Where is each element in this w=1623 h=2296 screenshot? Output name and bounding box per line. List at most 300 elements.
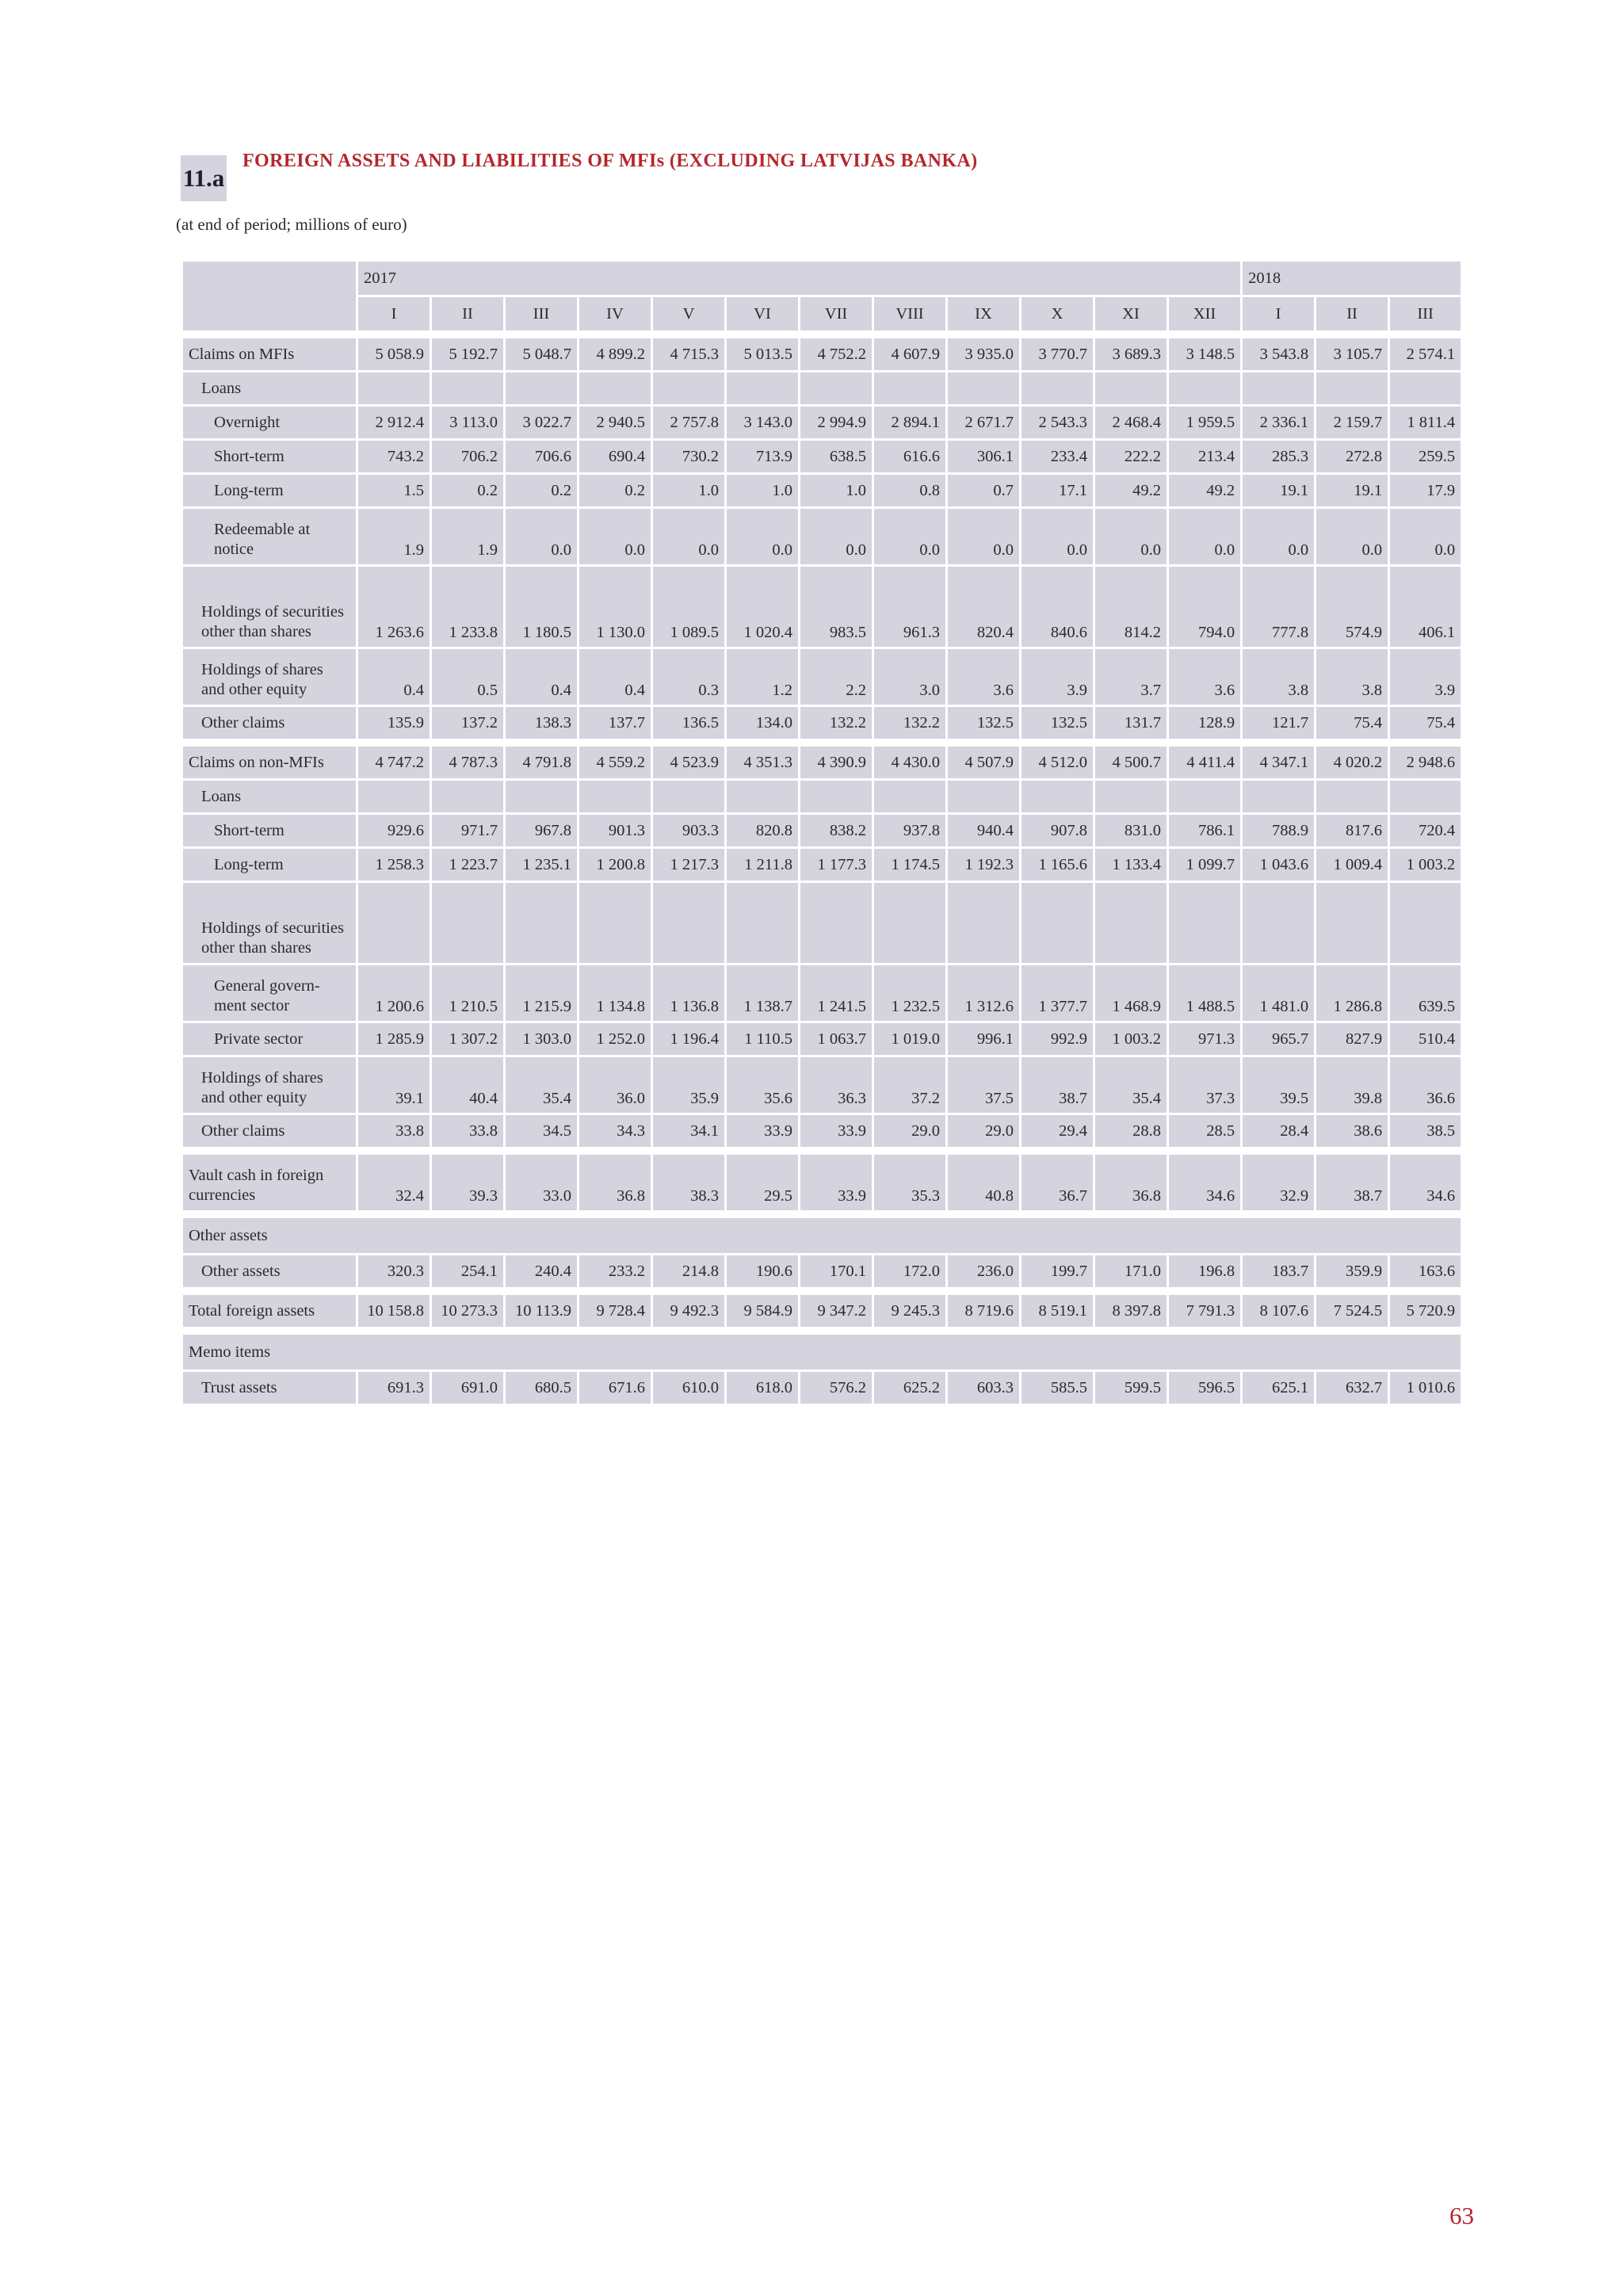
value-cell: 1 211.8 bbox=[726, 848, 800, 882]
row-label: Redeemable at notice bbox=[182, 508, 357, 566]
value-cell: 788.9 bbox=[1242, 814, 1316, 848]
table-row bbox=[182, 706, 1462, 740]
value-cell: 720.4 bbox=[1389, 814, 1462, 848]
value-cell: 33.8 bbox=[431, 1114, 505, 1148]
value-cell: 1 130.0 bbox=[579, 566, 652, 648]
value-cell: 1 217.3 bbox=[652, 848, 726, 882]
value-cell: 7 791.3 bbox=[1168, 1294, 1242, 1328]
value-cell: 0.0 bbox=[1094, 508, 1168, 566]
value-cell: 39.1 bbox=[357, 1056, 431, 1114]
value-cell: 2.2 bbox=[800, 648, 873, 706]
value-cell bbox=[947, 372, 1021, 406]
value-cell bbox=[873, 780, 947, 814]
month-header: XII bbox=[1168, 296, 1242, 332]
value-cell: 3.9 bbox=[1389, 648, 1462, 706]
value-cell: 4 752.2 bbox=[800, 338, 873, 372]
row-label: Overnight bbox=[182, 406, 357, 440]
value-cell: 8 107.6 bbox=[1242, 1294, 1316, 1328]
value-cell: 37.5 bbox=[947, 1056, 1021, 1114]
value-cell: 4 411.4 bbox=[1168, 746, 1242, 780]
value-cell: 1 307.2 bbox=[431, 1022, 505, 1056]
table-row bbox=[182, 372, 1462, 406]
value-cell: 3 148.5 bbox=[1168, 338, 1242, 372]
value-cell: 3.6 bbox=[1168, 648, 1242, 706]
value-cell: 574.9 bbox=[1316, 566, 1389, 648]
value-cell: 34.3 bbox=[579, 1114, 652, 1148]
value-cell bbox=[1094, 882, 1168, 965]
value-cell: 33.9 bbox=[800, 1114, 873, 1148]
value-cell: 34.6 bbox=[1389, 1154, 1462, 1212]
value-cell: 128.9 bbox=[1168, 706, 1242, 740]
value-cell: 5 058.9 bbox=[357, 338, 431, 372]
month-header: III bbox=[1389, 296, 1462, 332]
value-cell: 1 003.2 bbox=[1389, 848, 1462, 882]
value-cell: 1 312.6 bbox=[947, 965, 1021, 1022]
month-header: IV bbox=[579, 296, 652, 332]
month-header: I bbox=[1242, 296, 1316, 332]
table-row bbox=[182, 1294, 1462, 1328]
value-cell: 1 063.7 bbox=[800, 1022, 873, 1056]
header-stub bbox=[182, 261, 357, 332]
value-cell: 603.3 bbox=[947, 1371, 1021, 1405]
value-cell: 983.5 bbox=[800, 566, 873, 648]
value-cell: 35.4 bbox=[505, 1056, 579, 1114]
value-cell: 29.5 bbox=[726, 1154, 800, 1212]
value-cell: 1 286.8 bbox=[1316, 965, 1389, 1022]
value-cell: 4 020.2 bbox=[1316, 746, 1389, 780]
value-cell bbox=[726, 780, 800, 814]
value-cell: 8 519.1 bbox=[1021, 1294, 1094, 1328]
value-cell bbox=[726, 882, 800, 965]
value-cell: 585.5 bbox=[1021, 1371, 1094, 1405]
value-cell bbox=[1021, 372, 1094, 406]
row-label: Claims on non-MFIs bbox=[182, 746, 357, 780]
value-cell: 4 899.2 bbox=[579, 338, 652, 372]
value-cell: 254.1 bbox=[431, 1255, 505, 1289]
value-cell: 28.8 bbox=[1094, 1114, 1168, 1148]
value-cell: 2 948.6 bbox=[1389, 746, 1462, 780]
value-cell: 320.3 bbox=[357, 1255, 431, 1289]
value-cell: 1 232.5 bbox=[873, 965, 947, 1022]
value-cell: 3.8 bbox=[1316, 648, 1389, 706]
value-cell: 1 200.8 bbox=[579, 848, 652, 882]
row-label: Short-term bbox=[182, 440, 357, 474]
value-cell bbox=[1389, 780, 1462, 814]
value-cell: 28.5 bbox=[1168, 1114, 1242, 1148]
section-number: 11.a bbox=[181, 155, 227, 201]
month-header: II bbox=[1316, 296, 1389, 332]
value-cell: 406.1 bbox=[1389, 566, 1462, 648]
value-cell: 1 488.5 bbox=[1168, 965, 1242, 1022]
value-cell: 0.8 bbox=[873, 474, 947, 508]
page-number: 63 bbox=[1449, 2202, 1474, 2229]
value-cell bbox=[652, 882, 726, 965]
value-cell: 37.2 bbox=[873, 1056, 947, 1114]
value-cell bbox=[431, 882, 505, 965]
value-cell: 190.6 bbox=[726, 1255, 800, 1289]
value-cell: 0.0 bbox=[1021, 508, 1094, 566]
row-label: Other claims bbox=[182, 706, 357, 740]
row-label: General govern- ment sector bbox=[182, 965, 357, 1022]
value-cell: 171.0 bbox=[1094, 1255, 1168, 1289]
spacer-cell bbox=[182, 332, 1462, 338]
value-cell: 1 134.8 bbox=[579, 965, 652, 1022]
table-row bbox=[182, 508, 1462, 566]
month-header: VII bbox=[800, 296, 873, 332]
value-cell: 196.8 bbox=[1168, 1255, 1242, 1289]
value-cell: 1 377.7 bbox=[1021, 965, 1094, 1022]
value-cell: 132.2 bbox=[800, 706, 873, 740]
value-cell: 1 180.5 bbox=[505, 566, 579, 648]
table-row bbox=[182, 1334, 1462, 1371]
row-label: Holdings of securities other than shares bbox=[182, 566, 357, 648]
month-header: V bbox=[652, 296, 726, 332]
value-cell: 4 607.9 bbox=[873, 338, 947, 372]
value-cell: 4 390.9 bbox=[800, 746, 873, 780]
value-cell: 5 013.5 bbox=[726, 338, 800, 372]
value-cell: 272.8 bbox=[1316, 440, 1389, 474]
value-cell bbox=[579, 372, 652, 406]
header-row-months bbox=[182, 296, 1462, 332]
value-cell: 1 020.4 bbox=[726, 566, 800, 648]
value-cell: 3 689.3 bbox=[1094, 338, 1168, 372]
value-cell: 903.3 bbox=[652, 814, 726, 848]
value-cell: 814.2 bbox=[1094, 566, 1168, 648]
value-cell: 38.7 bbox=[1316, 1154, 1389, 1212]
value-cell: 1 468.9 bbox=[1094, 965, 1168, 1022]
month-header: I bbox=[357, 296, 431, 332]
value-cell: 213.4 bbox=[1168, 440, 1242, 474]
value-cell: 2 671.7 bbox=[947, 406, 1021, 440]
value-cell: 19.1 bbox=[1316, 474, 1389, 508]
value-cell: 1 303.0 bbox=[505, 1022, 579, 1056]
value-cell: 29.0 bbox=[873, 1114, 947, 1148]
value-cell: 138.3 bbox=[505, 706, 579, 740]
value-cell: 199.7 bbox=[1021, 1255, 1094, 1289]
value-cell: 163.6 bbox=[1389, 1255, 1462, 1289]
row-spacer bbox=[182, 1212, 1462, 1217]
value-cell: 671.6 bbox=[579, 1371, 652, 1405]
value-cell: 1 133.4 bbox=[1094, 848, 1168, 882]
value-cell bbox=[1389, 882, 1462, 965]
value-cell: 0.0 bbox=[505, 508, 579, 566]
value-cell: 1 200.6 bbox=[357, 965, 431, 1022]
row-label: Holdings of shares and other equity bbox=[182, 648, 357, 706]
value-cell: 2 159.7 bbox=[1316, 406, 1389, 440]
value-cell: 632.7 bbox=[1316, 1371, 1389, 1405]
value-cell: 831.0 bbox=[1094, 814, 1168, 848]
value-cell: 10 158.8 bbox=[357, 1294, 431, 1328]
row-label: Other claims bbox=[182, 1114, 357, 1148]
value-cell: 0.0 bbox=[726, 508, 800, 566]
value-cell bbox=[1021, 882, 1094, 965]
row-spacer bbox=[182, 332, 1462, 338]
month-header: VI bbox=[726, 296, 800, 332]
table-row bbox=[182, 965, 1462, 1022]
value-cell: 3 543.8 bbox=[1242, 338, 1316, 372]
table-row bbox=[182, 440, 1462, 474]
value-cell: 1 481.0 bbox=[1242, 965, 1316, 1022]
value-cell: 3.8 bbox=[1242, 648, 1316, 706]
value-cell: 2 574.1 bbox=[1389, 338, 1462, 372]
row-spacer bbox=[182, 1328, 1462, 1334]
spacer-cell bbox=[182, 740, 1462, 746]
value-cell: 36.0 bbox=[579, 1056, 652, 1114]
table-row bbox=[182, 1056, 1462, 1114]
value-cell: 820.8 bbox=[726, 814, 800, 848]
value-cell: 965.7 bbox=[1242, 1022, 1316, 1056]
value-cell: 2 757.8 bbox=[652, 406, 726, 440]
value-cell: 0.2 bbox=[505, 474, 579, 508]
table-row bbox=[182, 1371, 1462, 1405]
value-cell: 306.1 bbox=[947, 440, 1021, 474]
value-cell: 929.6 bbox=[357, 814, 431, 848]
value-cell: 29.0 bbox=[947, 1114, 1021, 1148]
value-cell: 0.0 bbox=[1316, 508, 1389, 566]
value-cell: 1 223.7 bbox=[431, 848, 505, 882]
value-cell: 690.4 bbox=[579, 440, 652, 474]
value-cell: 1 174.5 bbox=[873, 848, 947, 882]
month-header: IX bbox=[947, 296, 1021, 332]
value-cell: 38.5 bbox=[1389, 1114, 1462, 1148]
row-label: Vault cash in foreign currencies bbox=[182, 1154, 357, 1212]
value-cell: 36.6 bbox=[1389, 1056, 1462, 1114]
value-cell: 17.9 bbox=[1389, 474, 1462, 508]
value-cell: 1.9 bbox=[431, 508, 505, 566]
value-cell bbox=[873, 882, 947, 965]
value-cell: 2 994.9 bbox=[800, 406, 873, 440]
value-cell: 1 043.6 bbox=[1242, 848, 1316, 882]
value-cell: 1 811.4 bbox=[1389, 406, 1462, 440]
value-cell: 2 468.4 bbox=[1094, 406, 1168, 440]
value-cell: 172.0 bbox=[873, 1255, 947, 1289]
value-cell bbox=[726, 372, 800, 406]
value-cell: 838.2 bbox=[800, 814, 873, 848]
value-cell bbox=[1389, 372, 1462, 406]
value-cell bbox=[505, 372, 579, 406]
value-cell: 1 235.1 bbox=[505, 848, 579, 882]
value-cell: 39.8 bbox=[1316, 1056, 1389, 1114]
value-cell: 1 138.7 bbox=[726, 965, 800, 1022]
value-cell: 4 507.9 bbox=[947, 746, 1021, 780]
value-cell: 214.8 bbox=[652, 1255, 726, 1289]
value-cell: 1.5 bbox=[357, 474, 431, 508]
value-cell: 907.8 bbox=[1021, 814, 1094, 848]
value-cell: 183.7 bbox=[1242, 1255, 1316, 1289]
value-cell: 901.3 bbox=[579, 814, 652, 848]
value-cell: 35.9 bbox=[652, 1056, 726, 1114]
value-cell: 1 003.2 bbox=[1094, 1022, 1168, 1056]
value-cell: 1.0 bbox=[726, 474, 800, 508]
value-cell: 596.5 bbox=[1168, 1371, 1242, 1405]
row-label: Other assets bbox=[182, 1217, 1462, 1255]
month-header: II bbox=[431, 296, 505, 332]
value-cell: 730.2 bbox=[652, 440, 726, 474]
row-label: Claims on MFIs bbox=[182, 338, 357, 372]
table-row bbox=[182, 1217, 1462, 1255]
table-row bbox=[182, 1114, 1462, 1148]
table-row bbox=[182, 882, 1462, 965]
value-cell: 971.3 bbox=[1168, 1022, 1242, 1056]
value-cell: 1 089.5 bbox=[652, 566, 726, 648]
value-cell: 5 048.7 bbox=[505, 338, 579, 372]
value-cell: 49.2 bbox=[1094, 474, 1168, 508]
value-cell: 1 285.9 bbox=[357, 1022, 431, 1056]
month-header: XI bbox=[1094, 296, 1168, 332]
value-cell: 9 728.4 bbox=[579, 1294, 652, 1328]
value-cell: 0.0 bbox=[1389, 508, 1462, 566]
value-cell: 135.9 bbox=[357, 706, 431, 740]
value-cell: 1 165.6 bbox=[1021, 848, 1094, 882]
value-cell: 38.7 bbox=[1021, 1056, 1094, 1114]
value-cell: 236.0 bbox=[947, 1255, 1021, 1289]
value-cell: 4 787.3 bbox=[431, 746, 505, 780]
value-cell bbox=[800, 372, 873, 406]
row-label: Long-term bbox=[182, 848, 357, 882]
value-cell: 233.2 bbox=[579, 1255, 652, 1289]
value-cell: 2 543.3 bbox=[1021, 406, 1094, 440]
row-label: Private sector bbox=[182, 1022, 357, 1056]
value-cell bbox=[1168, 882, 1242, 965]
value-cell: 1 099.7 bbox=[1168, 848, 1242, 882]
value-cell: 10 113.9 bbox=[505, 1294, 579, 1328]
value-cell bbox=[357, 372, 431, 406]
value-cell: 4 523.9 bbox=[652, 746, 726, 780]
value-cell: 2 940.5 bbox=[579, 406, 652, 440]
value-cell: 638.5 bbox=[800, 440, 873, 474]
value-cell: 827.9 bbox=[1316, 1022, 1389, 1056]
value-cell: 134.0 bbox=[726, 706, 800, 740]
value-cell: 1.2 bbox=[726, 648, 800, 706]
value-cell: 0.0 bbox=[1242, 508, 1316, 566]
value-cell: 940.4 bbox=[947, 814, 1021, 848]
value-cell bbox=[947, 780, 1021, 814]
value-cell bbox=[431, 372, 505, 406]
value-cell: 3 770.7 bbox=[1021, 338, 1094, 372]
value-cell: 5 192.7 bbox=[431, 338, 505, 372]
value-cell: 32.9 bbox=[1242, 1154, 1316, 1212]
value-cell: 713.9 bbox=[726, 440, 800, 474]
value-cell: 40.8 bbox=[947, 1154, 1021, 1212]
value-cell: 786.1 bbox=[1168, 814, 1242, 848]
row-label: Memo items bbox=[182, 1334, 1462, 1371]
table-row bbox=[182, 566, 1462, 648]
value-cell: 75.4 bbox=[1389, 706, 1462, 740]
table-row bbox=[182, 1154, 1462, 1212]
value-cell: 4 351.3 bbox=[726, 746, 800, 780]
value-cell: 10 273.3 bbox=[431, 1294, 505, 1328]
value-cell: 1 263.6 bbox=[357, 566, 431, 648]
row-label: Short-term bbox=[182, 814, 357, 848]
value-cell: 4 791.8 bbox=[505, 746, 579, 780]
value-cell bbox=[1242, 882, 1316, 965]
row-label: Loans bbox=[182, 780, 357, 814]
spacer-cell bbox=[182, 1212, 1462, 1217]
value-cell: 29.4 bbox=[1021, 1114, 1094, 1148]
value-cell: 3.0 bbox=[873, 648, 947, 706]
table-row bbox=[182, 780, 1462, 814]
value-cell: 0.4 bbox=[579, 648, 652, 706]
value-cell: 35.3 bbox=[873, 1154, 947, 1212]
value-cell: 9 492.3 bbox=[652, 1294, 726, 1328]
value-cell: 0.7 bbox=[947, 474, 1021, 508]
value-cell: 1 009.4 bbox=[1316, 848, 1389, 882]
value-cell bbox=[800, 780, 873, 814]
value-cell: 285.3 bbox=[1242, 440, 1316, 474]
row-label: Holdings of securities other than shares bbox=[182, 882, 357, 965]
value-cell: 706.2 bbox=[431, 440, 505, 474]
value-cell: 33.8 bbox=[357, 1114, 431, 1148]
section-title: FOREIGN ASSETS AND LIABILITIES OF MFIs (EXCLUDING LATVIJAS BANKA) bbox=[242, 151, 978, 171]
value-cell: 8 719.6 bbox=[947, 1294, 1021, 1328]
value-cell: 9 245.3 bbox=[873, 1294, 947, 1328]
value-cell: 0.0 bbox=[947, 508, 1021, 566]
value-cell: 137.2 bbox=[431, 706, 505, 740]
month-header: VIII bbox=[873, 296, 947, 332]
value-cell: 39.5 bbox=[1242, 1056, 1316, 1114]
value-cell: 3 022.7 bbox=[505, 406, 579, 440]
value-cell: 4 500.7 bbox=[1094, 746, 1168, 780]
value-cell bbox=[1094, 372, 1168, 406]
value-cell: 19.1 bbox=[1242, 474, 1316, 508]
value-cell bbox=[505, 780, 579, 814]
value-cell: 35.6 bbox=[726, 1056, 800, 1114]
value-cell: 132.5 bbox=[947, 706, 1021, 740]
value-cell: 9 584.9 bbox=[726, 1294, 800, 1328]
value-cell: 2 894.1 bbox=[873, 406, 947, 440]
year-header: 2018 bbox=[1242, 261, 1462, 296]
value-cell: 1 210.5 bbox=[431, 965, 505, 1022]
value-cell: 34.6 bbox=[1168, 1154, 1242, 1212]
value-cell bbox=[505, 882, 579, 965]
value-cell: 0.3 bbox=[652, 648, 726, 706]
value-cell: 4 347.1 bbox=[1242, 746, 1316, 780]
value-cell: 8 397.8 bbox=[1094, 1294, 1168, 1328]
value-cell: 691.3 bbox=[357, 1371, 431, 1405]
value-cell: 616.6 bbox=[873, 440, 947, 474]
value-cell bbox=[800, 882, 873, 965]
value-cell: 35.4 bbox=[1094, 1056, 1168, 1114]
value-cell: 625.2 bbox=[873, 1371, 947, 1405]
row-spacer bbox=[182, 740, 1462, 746]
value-cell: 38.6 bbox=[1316, 1114, 1389, 1148]
value-cell: 967.8 bbox=[505, 814, 579, 848]
value-cell: 132.5 bbox=[1021, 706, 1094, 740]
value-cell: 817.6 bbox=[1316, 814, 1389, 848]
value-cell: 996.1 bbox=[947, 1022, 1021, 1056]
value-cell: 992.9 bbox=[1021, 1022, 1094, 1056]
value-cell: 40.4 bbox=[431, 1056, 505, 1114]
value-cell: 36.8 bbox=[579, 1154, 652, 1212]
value-cell: 2 912.4 bbox=[357, 406, 431, 440]
value-cell: 1 019.0 bbox=[873, 1022, 947, 1056]
row-label: Other assets bbox=[182, 1255, 357, 1289]
value-cell: 0.2 bbox=[579, 474, 652, 508]
row-spacer bbox=[182, 1148, 1462, 1154]
value-cell: 1 233.8 bbox=[431, 566, 505, 648]
value-cell: 1 959.5 bbox=[1168, 406, 1242, 440]
value-cell: 743.2 bbox=[357, 440, 431, 474]
value-cell bbox=[1094, 780, 1168, 814]
value-cell: 1 192.3 bbox=[947, 848, 1021, 882]
value-cell: 49.2 bbox=[1168, 474, 1242, 508]
value-cell: 840.6 bbox=[1021, 566, 1094, 648]
value-cell bbox=[1242, 372, 1316, 406]
value-cell: 7 524.5 bbox=[1316, 1294, 1389, 1328]
table-row bbox=[182, 1022, 1462, 1056]
value-cell: 3 113.0 bbox=[431, 406, 505, 440]
value-cell bbox=[579, 882, 652, 965]
